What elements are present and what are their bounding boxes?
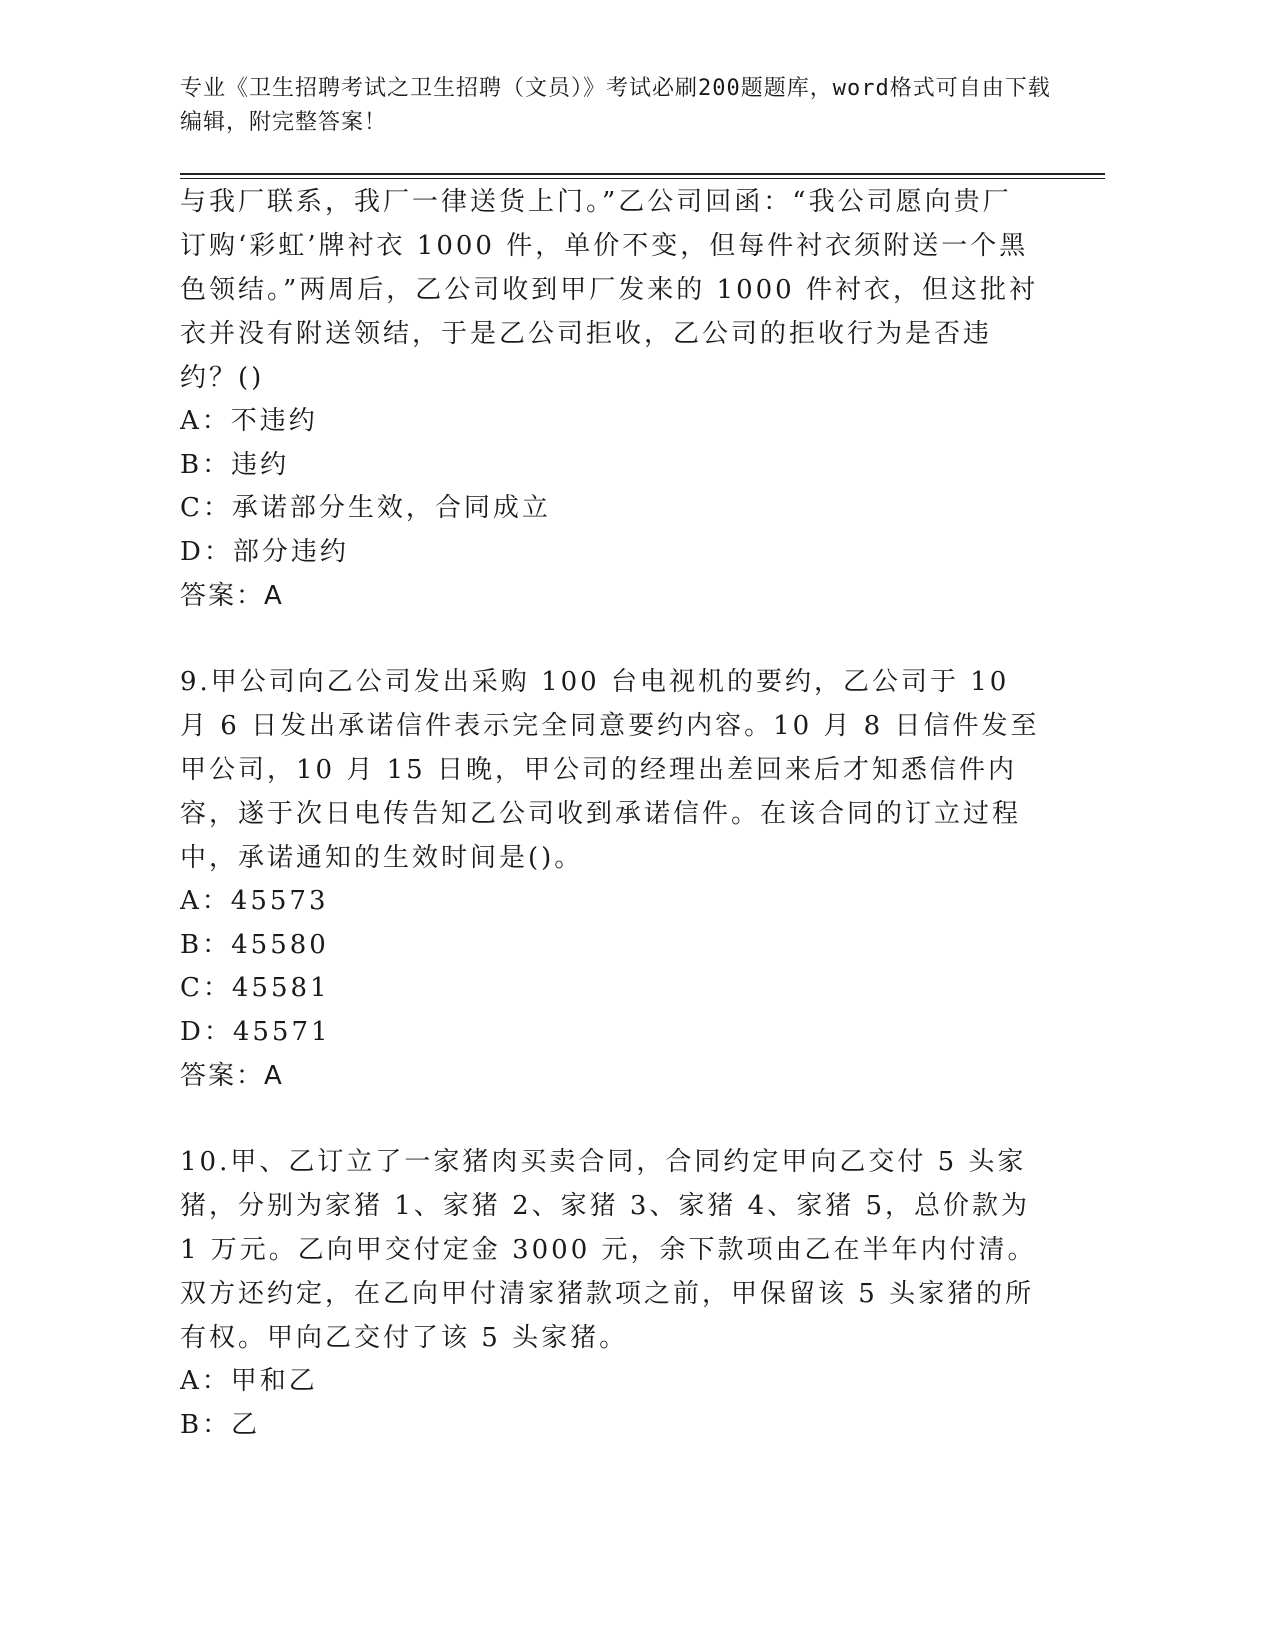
option-b: B：45580	[180, 929, 329, 960]
document-header: 专业《卫生招聘考试之卫生招聘（文员）》考试必刷200题题库，word格式可自由下载编辑，附完整答案！	[180, 76, 1051, 135]
spacer	[180, 1098, 1040, 1140]
document-body	[180, 180, 1040, 1447]
header-divider-thick	[180, 173, 1105, 175]
option-d: D：部分违约	[180, 536, 349, 567]
option-d: D：45571	[180, 1016, 331, 1047]
question-8-continued	[180, 180, 1040, 618]
question-10	[180, 1140, 1040, 1447]
header-divider-thin	[180, 178, 1105, 179]
spacer	[180, 618, 1040, 660]
question-text: 与我厂联系，我厂一律送货上门。”乙公司回函：“我公司愿向贵厂订购‘彩虹’牌衬衣 1000 件，单价不变，但每件衬衣须附送一个黑色领结。”两周后，乙公司收到甲厂发来的 1000 件衬衣，但这批衬衣并没有附送领结，于是乙公司拒收，乙公司的拒收行为是否违约？()	[180, 187, 1038, 393]
option-b: B：违约	[180, 449, 290, 480]
question-text: 9.甲公司向乙公司发出采购 100 台电视机的要约，乙公司于 10 月 6 日发出承诺信件表示完全同意要约内容。10 月 8 日信件发至甲公司，10 月 15 日晚，甲公司的经理出差回来后才知悉信件内容，遂于次日电传告知乙公司收到承诺信件。在该合同的订立过程中，承诺通知的生效时间是()。	[180, 667, 1040, 873]
option-a: A：45573	[180, 886, 329, 916]
question-text: 10.甲、乙订立了一家猪肉买卖合同，合同约定甲向乙交付 5 头家猪，分别为家猪 1、家猪 2、家猪 3、家猪 4、家猪 5，总价款为 1 万元。乙向甲交付定金 3000 元，余下款项由乙在半年内付清。双方还约定，在乙向甲付清家猪款项之前，甲保留该 5 头家猪的所有权。甲向乙交付了该 5 头家猪。	[180, 1147, 1037, 1353]
answer-line: 答案：A	[180, 581, 284, 611]
answer-line: 答案：A	[180, 1061, 284, 1091]
option-b: B：乙	[180, 1409, 261, 1440]
option-a: A：不违约	[180, 406, 318, 436]
question-9	[180, 660, 1040, 1098]
option-c: C：承诺部分生效，合同成立	[180, 493, 551, 523]
option-a: A：甲和乙	[180, 1366, 318, 1396]
option-c: C：45581	[180, 973, 330, 1003]
